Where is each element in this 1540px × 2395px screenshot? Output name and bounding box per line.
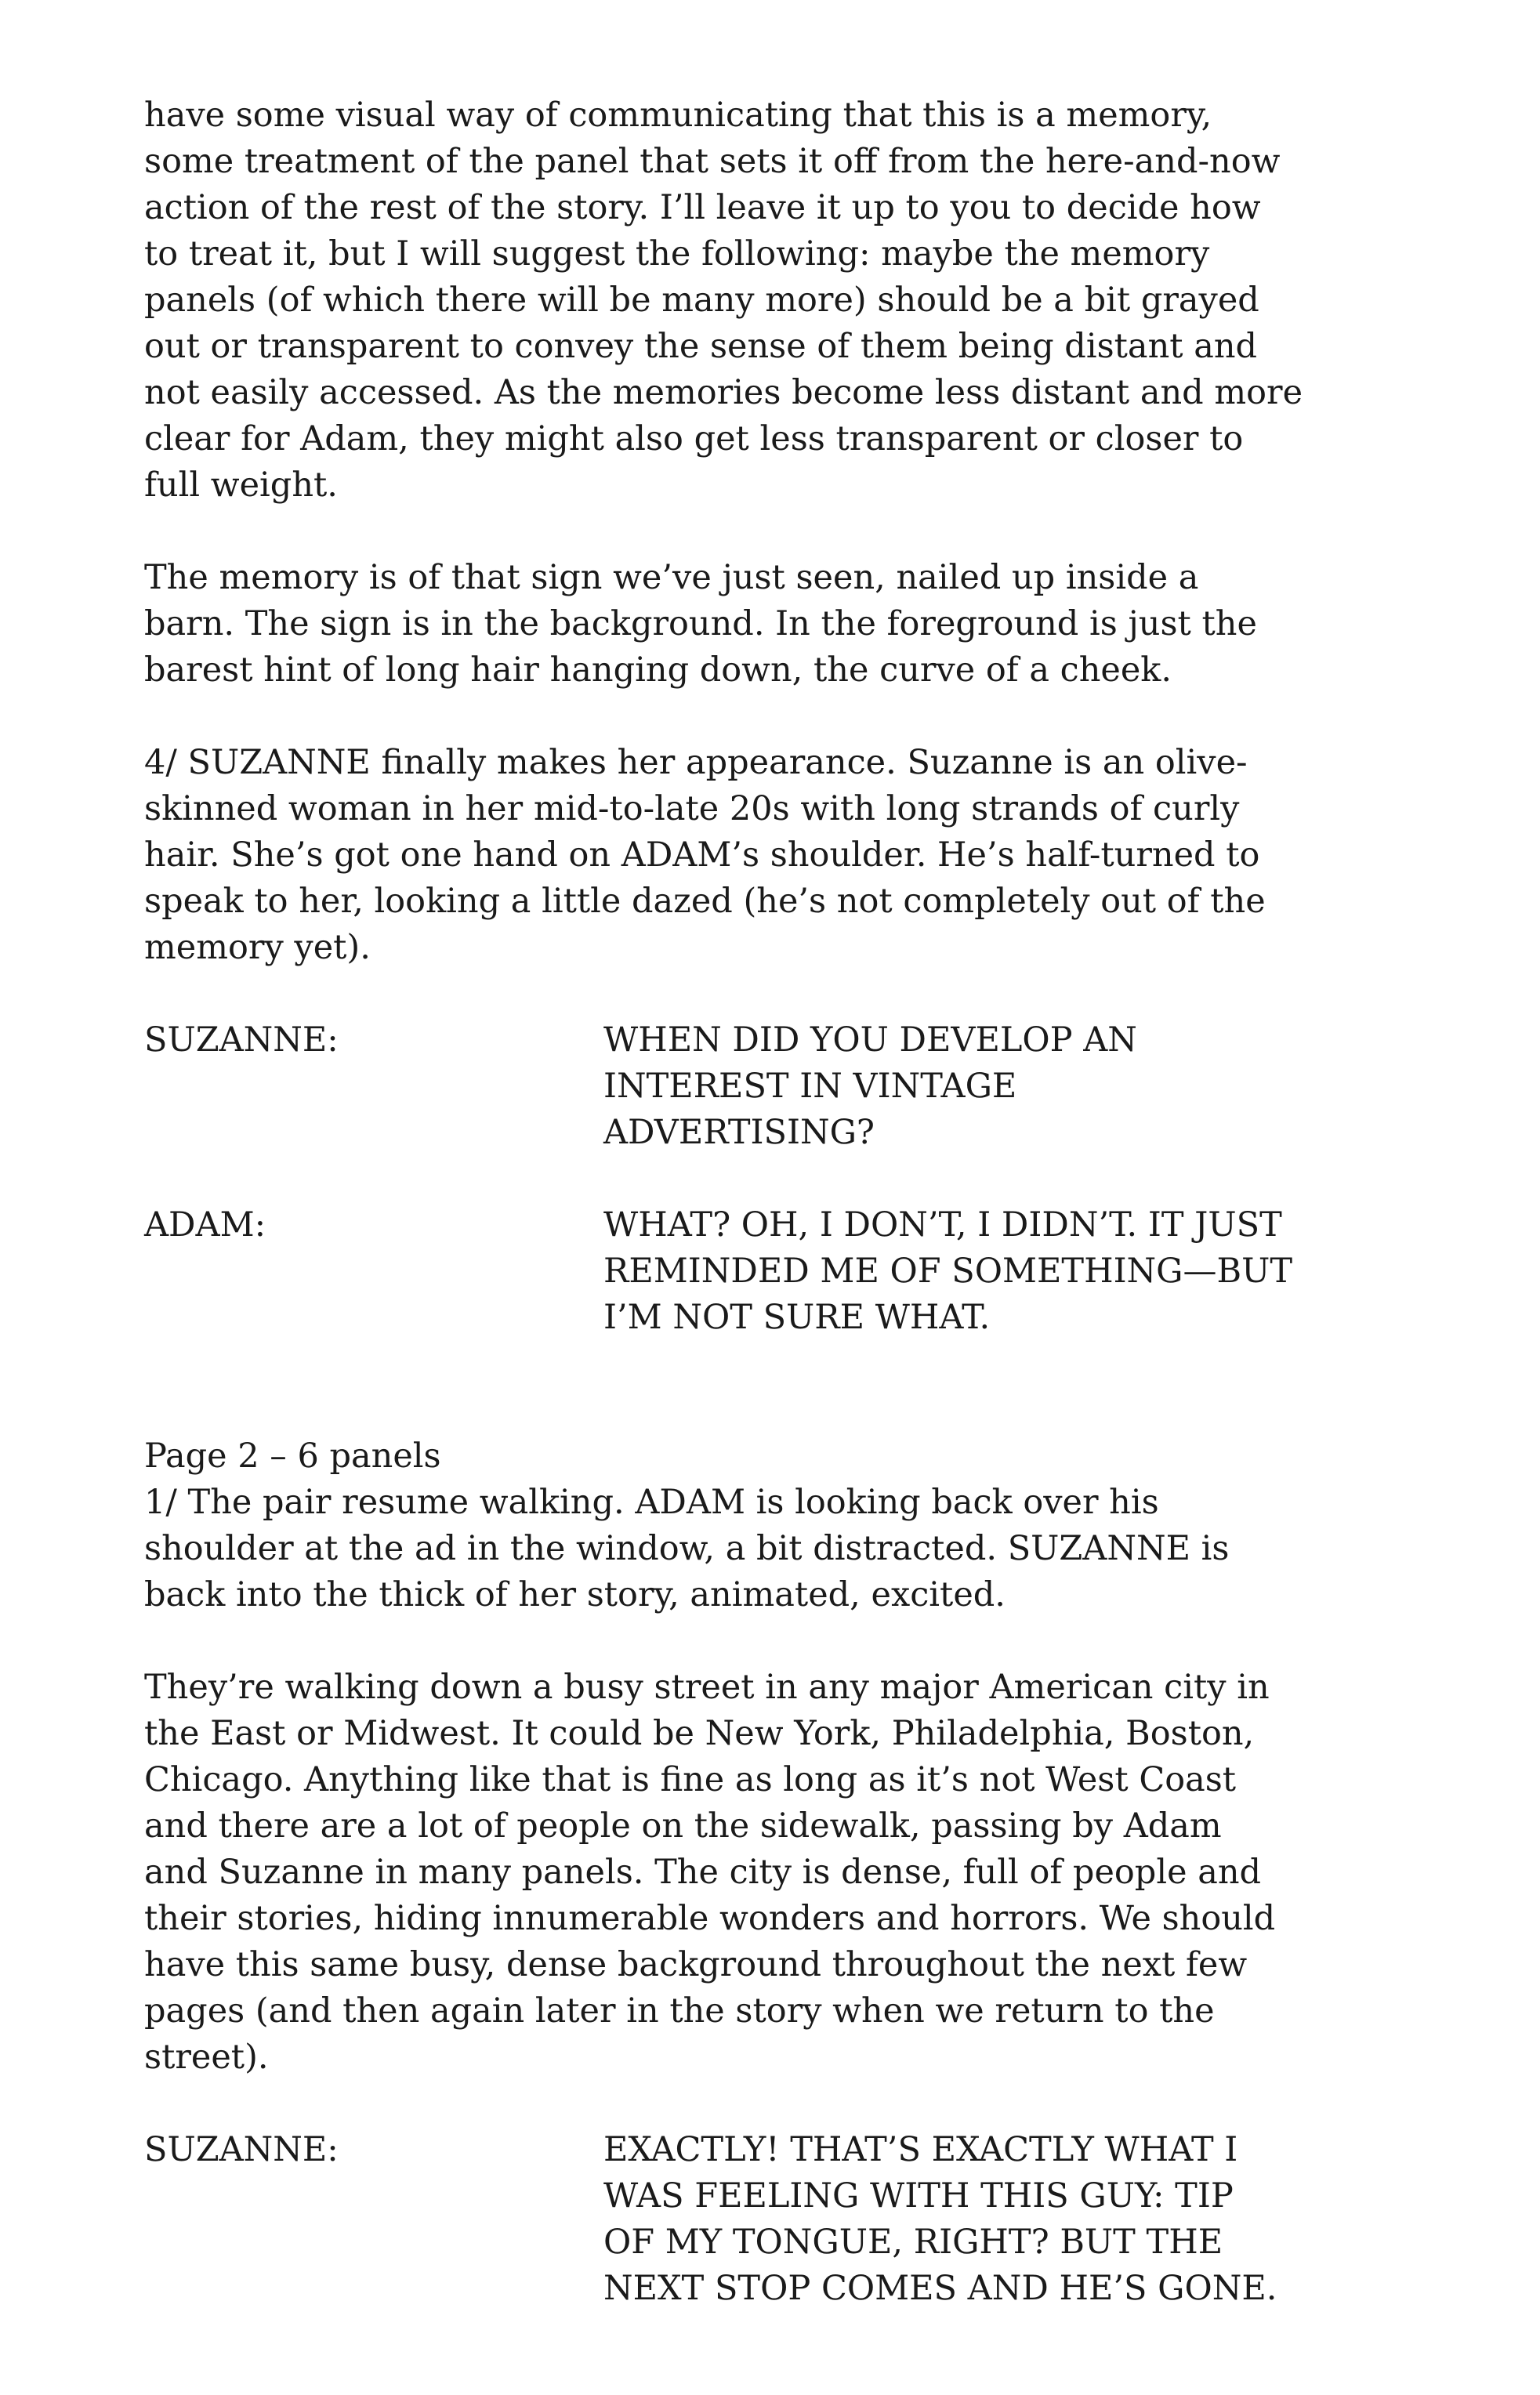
dialogue-line: WHEN DID YOU DEVELOP AN INTEREST IN VINTAGE ADVERTISING? xyxy=(603,1020,1137,1152)
spacer xyxy=(144,1618,1477,1665)
paragraph-street-setting: They’re walking down a busy street in any major American city in the East or Midwest. It could be New York, Philadelphia, Boston, Chicago. Anything like that is fine as long as it’s not West Coast and there are a lot of people on the sidewalk, passing by Adam and Suzanne in many panels. The city is dense, full of people and their stories, hiding innumerable wonders and horrors. We should have this same busy, dense background throughout the next few pages (and then again later in the story when we return to the street). xyxy=(144,1668,1276,2077)
page-heading: Page 2 – 6 panels xyxy=(144,1437,441,1476)
paragraph-memory-treatment: have some visual way of communicating that this is a memory, some treatment of the panel that sets it off from the here-and-now action of the rest of the story. I’ll leave it up to you to decide how to treat it, but I will suggest the following: maybe the memory panels (of which there will be many more) should be a bit grayed out or transparent to convey the sense of them being distant and not easily accessed. As the memories become less distant and more clear for Adam, they might also get less transparent or closer to full weight. xyxy=(144,96,1303,505)
dialogue-speaker: SUZANNE: xyxy=(144,1020,339,1060)
spacer xyxy=(144,971,1477,1017)
spacer xyxy=(144,2081,1477,2127)
spacer xyxy=(144,509,1477,555)
dialogue-suzanne-2 xyxy=(144,2127,1477,2312)
dialogue-line: WHAT? OH, I DON’T, I DIDN’T. IT JUST REMINDED ME OF SOMETHING—BUT I’M NOT SURE WHAT. xyxy=(603,1205,1293,1337)
dialogue-line: EXACTLY! THAT’S EXACTLY WHAT I WAS FEELING WITH THIS GUY: TIP OF MY TONGUE, RIGHT? BUT THE NEXT STOP COMES AND HE’S GONE. xyxy=(603,2130,1277,2308)
dialogue-suzanne-1 xyxy=(144,1017,1477,1156)
spacer xyxy=(144,1341,1477,1433)
script-page xyxy=(144,92,1477,2312)
panel-1-description: 1/ The pair resume walking. ADAM is looking back over his shoulder at the ad in the window, a bit distracted. SUZANNE is back into the thick of her story, animated, excited. xyxy=(144,1483,1230,1614)
paragraph-memory-description: The memory is of that sign we’ve just seen, nailed up inside a barn. The sign is in the background. In the foreground is just the barest hint of long hair hanging down, the curve of a cheek. xyxy=(144,558,1257,690)
dialogue-speaker: ADAM: xyxy=(144,1205,266,1245)
spacer xyxy=(144,694,1477,740)
spacer xyxy=(144,1156,1477,1202)
dialogue-speaker: SUZANNE: xyxy=(144,2130,339,2169)
dialogue-adam-1 xyxy=(144,1202,1477,1341)
panel-4-description: 4/ SUZANNE finally makes her appearance. Suzanne is an olive- skinned woman in her mid-to-late 20s with long strands of curly hair. She’s got one hand on ADAM’s shoulder. He’s half-turned to speak to her, looking a little dazed (he’s not completely out of the memory yet). xyxy=(144,743,1266,967)
